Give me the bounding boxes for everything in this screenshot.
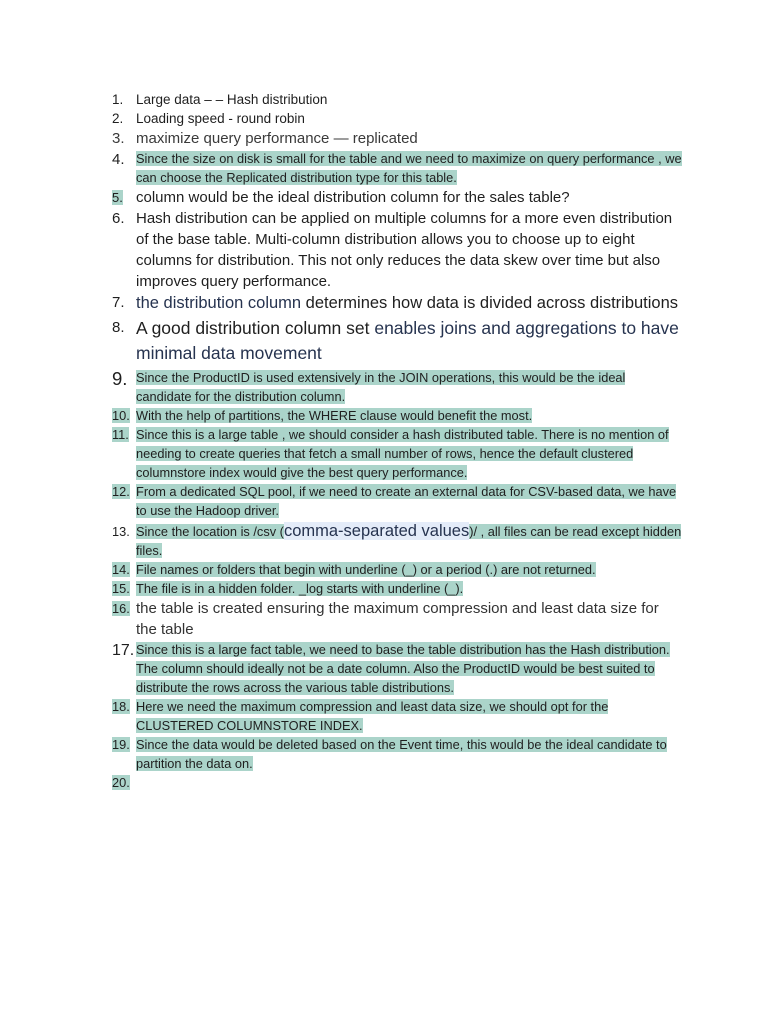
list-text: Since the location is /csv ( xyxy=(136,524,284,539)
list-text: column would be the ideal distribution column for the sales table? xyxy=(136,189,570,206)
list-number: 20. xyxy=(112,775,130,790)
list-number: 19. xyxy=(112,737,130,752)
list-number: 18. xyxy=(112,699,130,714)
list-text: With the help of partitions, the WHERE clause would benefit the most. xyxy=(136,408,533,423)
list-item xyxy=(112,90,682,109)
list-text-link: enables joins and aggregations to have minimal data movement xyxy=(136,318,679,363)
list-text: Since the size on disk is small for the table and we need to maximize on query performance , we can choose the Replicated distribution type for this table. xyxy=(136,151,682,185)
list-number: 11. xyxy=(112,427,129,442)
list-item xyxy=(112,406,682,425)
list-text: Large data – – Hash distribution xyxy=(136,92,328,107)
list-number: 10. xyxy=(112,408,130,423)
list-item xyxy=(112,109,682,128)
list-number: 5. xyxy=(112,190,123,205)
list-number: 14. xyxy=(112,562,130,577)
numbered-list xyxy=(112,90,682,792)
list-number: 17. xyxy=(112,642,135,659)
list-number: 2. xyxy=(112,111,124,126)
list-text: the table is created ensuring the maximum compression and least data size for the table xyxy=(136,600,659,638)
list-item xyxy=(112,735,682,773)
list-item xyxy=(112,187,682,208)
list-text: determines how data is divided across distributions xyxy=(301,294,679,312)
list-text: File names or folders that begin with underline (_) or a period (.) are not returned. xyxy=(136,562,596,577)
list-item xyxy=(112,482,682,520)
list-item xyxy=(112,368,682,406)
list-text: )/ , all files can be read except hidden files. xyxy=(136,524,682,558)
list-text: Loading speed - round robin xyxy=(136,111,305,126)
list-text: From a dedicated SQL pool, if we need to create an external data for CSV-based data, we have to use the Hadoop driver. xyxy=(136,484,677,518)
list-number: 8. xyxy=(112,319,125,336)
list-number: 12. xyxy=(112,484,130,499)
list-number: 15. xyxy=(112,581,130,596)
list-item xyxy=(112,560,682,579)
list-item xyxy=(112,697,682,735)
list-number: 16. xyxy=(112,601,130,616)
list-item xyxy=(112,598,682,640)
list-text-link: the distribution column xyxy=(136,294,302,312)
list-text: The file is in a hidden folder. _log starts with underline (_). xyxy=(136,581,464,596)
list-number: 9. xyxy=(112,368,128,389)
list-item xyxy=(112,292,682,314)
list-number: 3. xyxy=(112,130,125,147)
list-text: maximize query performance — replicated xyxy=(136,130,418,147)
list-number: 7. xyxy=(112,294,125,311)
list-text: Hash distribution can be applied on multiple columns for a more even distribution of the base table. Multi-column distribution allows you to choose up to eight columns for distribution. This not only reduces the data skew over time but also improves query performance. xyxy=(136,210,673,290)
list-text: Since the data would be deleted based on the Event time, this would be the ideal candidate to partition the data on. xyxy=(136,737,667,771)
list-text-emphasis: comma-separated values xyxy=(283,522,470,540)
list-number: 6. xyxy=(112,210,125,227)
list-item xyxy=(112,316,682,366)
list-text: Since the ProductID is used extensively in the JOIN operations, this would be the ideal candidate for the distribution column. xyxy=(136,370,626,404)
list-item xyxy=(112,773,682,792)
list-item xyxy=(112,149,682,187)
list-number: 13. xyxy=(112,524,130,539)
list-item xyxy=(112,640,682,697)
list-number: 4. xyxy=(112,151,125,168)
list-text: A good distribution column set xyxy=(136,318,370,338)
list-text: Since this is a large fact table, we need to base the table distribution has the Hash distribution. The column should ideally not be a date column. Also the ProductID would be best suited to distribute the rows across the various table distributions. xyxy=(136,642,670,695)
list-text: Since this is a large table , we should consider a hash distributed table. There is no mention of needing to create queries that fetch a small number of rows, hence the default clustered columnstore index would give the best query performance. xyxy=(136,427,669,480)
list-number: 1. xyxy=(112,92,124,107)
list-item xyxy=(112,425,682,482)
list-item xyxy=(112,128,682,149)
list-item xyxy=(112,579,682,598)
list-item xyxy=(112,522,682,560)
list-item xyxy=(112,208,682,292)
list-text: Here we need the maximum compression and least data size, we should opt for the CLUSTERED COLUMNSTORE INDEX. xyxy=(136,699,609,733)
